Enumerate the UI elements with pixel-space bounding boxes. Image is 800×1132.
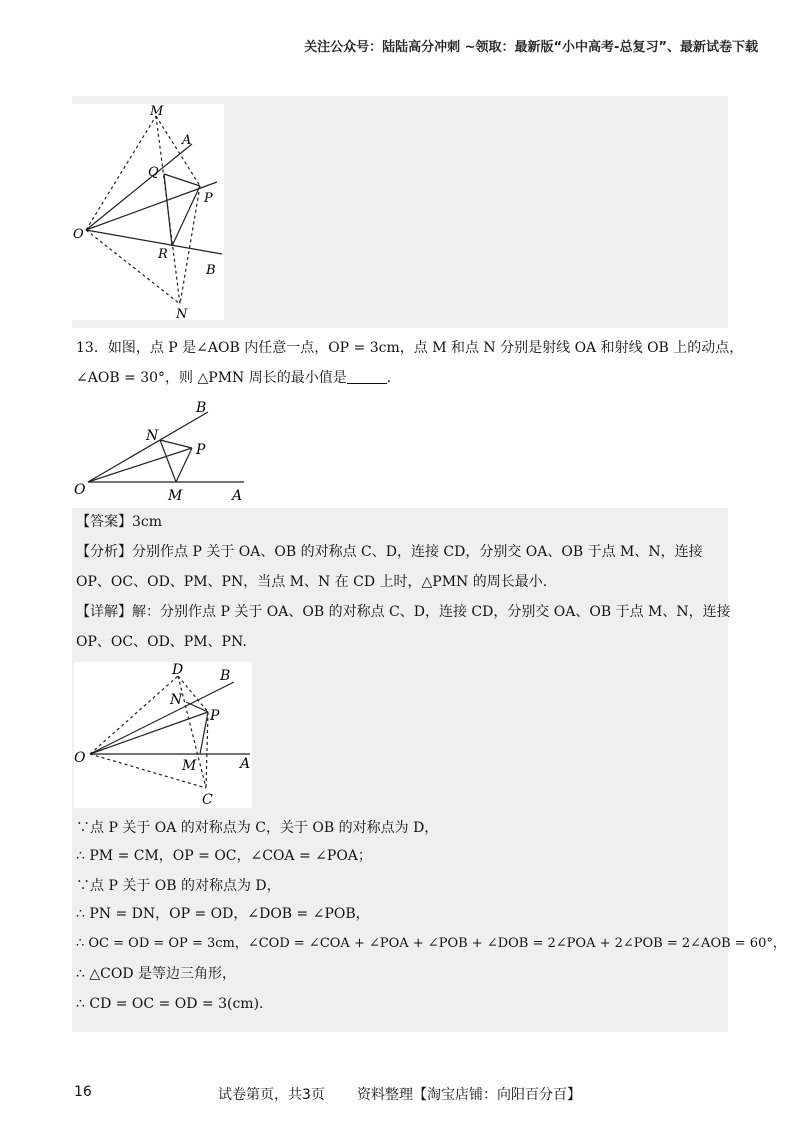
problem-line-2	[76, 368, 391, 388]
label-N: N	[170, 692, 183, 708]
label-B: B	[196, 400, 207, 416]
answer-value: 3cm	[132, 514, 163, 530]
analysis-line-2: OP、OC、OD、PM、PN，当点 M、N 在 CD 上时，△PMN 的周长最小.	[76, 574, 548, 590]
segment-OP	[90, 712, 208, 754]
ray-OB	[86, 230, 222, 254]
label-O: O	[74, 482, 86, 498]
detail-text-1: 解：分别作点 P 关于 OA、OB 的对称点 C、D，连接 CD，分别交 OA、OB 于点 M、N，连接	[132, 604, 731, 620]
problem-figure-svg	[72, 396, 252, 504]
answer-blank	[347, 369, 387, 384]
label-N: N	[146, 428, 159, 444]
answer-line	[76, 512, 162, 532]
segment-PN	[180, 186, 200, 304]
problem-line-1: 13．如图，点 P 是∠AOB 内任意一点，OP = 3cm，点 M 和点 N 分别是射线 OA 和射线 OB 上的动点，	[76, 340, 744, 356]
proof-line-6: ∴ △COD 是等边三角形，	[76, 966, 236, 982]
ray-OA	[86, 144, 192, 230]
footer-source: 资料整理【淘宝店铺：向阳百分百】	[357, 1087, 581, 1103]
segment-PM	[200, 712, 208, 754]
detail-line-1	[76, 602, 731, 622]
label-B: B	[206, 263, 216, 278]
page-header: 关注公众号：陆陆高分冲刺 ~领取：最新版“小中高考-总复习”、最新试卷下载	[304, 40, 758, 55]
segment-PR	[172, 186, 200, 246]
label-R: R	[158, 247, 168, 262]
segment-OP	[88, 448, 192, 482]
analysis-text-1: 分别作点 P 关于 OA、OB 的对称点 C、D，连接 CD，分别交 OA、OB 于点 M、N，连接	[132, 544, 703, 560]
problem-figure	[72, 396, 252, 504]
detail-line-2: OP、OC、OD、PM、PN.	[76, 634, 247, 650]
label-A: A	[182, 133, 192, 148]
top-figure-block	[72, 96, 728, 328]
problem-line-2-end: .	[386, 370, 392, 386]
label-M: M	[182, 758, 197, 774]
page-number: 16	[74, 1084, 92, 1100]
label-M: M	[150, 104, 164, 119]
label-C: C	[202, 792, 213, 808]
proof-line-2: ∴ PM = CM，OP = OC，∠COA = ∠POA；	[76, 848, 372, 864]
proof-line-1: ∵点 P 关于 OA 的对称点为 C，关于 OB 的对称点为 D，	[76, 820, 439, 836]
label-M: M	[168, 488, 183, 504]
proof-line-3: ∵点 P 关于 OB 的对称点为 D，	[76, 878, 281, 894]
analysis-label: 【分析】	[76, 544, 132, 560]
detail-label: 【详解】	[76, 604, 132, 620]
segment-NM	[160, 440, 176, 482]
proof-line-7: ∴ CD = OC = OD = 3(cm).	[76, 996, 264, 1012]
segment-OM	[86, 116, 156, 230]
top-figure-svg	[72, 104, 224, 320]
label-P: P	[196, 442, 206, 458]
segment-ON	[86, 230, 180, 304]
proof-line-5: ∴ OC = OD = OP = 3cm，∠COD = ∠COA + ∠POA + ∠POB + ∠DOB = 2∠POA + 2∠POB = 2∠AOB = 60°，	[76, 936, 786, 951]
proof-line-4: ∴ PN = DN，OP = OD，∠DOB = ∠POB，	[76, 906, 370, 922]
segment-PM	[176, 448, 192, 482]
top-figure	[72, 104, 224, 320]
label-O: O	[73, 227, 84, 242]
footer-page-info: 试卷第页，共3页	[218, 1087, 325, 1103]
analysis-line-1	[76, 542, 703, 562]
solution-figure-svg	[74, 662, 252, 808]
label-O: O	[74, 750, 86, 766]
answer-label: 【答案】	[76, 514, 132, 530]
label-P: P	[204, 191, 213, 206]
segment-NP	[186, 702, 208, 712]
segment-OD	[90, 676, 178, 754]
segment-MP	[156, 116, 200, 186]
label-B: B	[220, 668, 231, 684]
label-N: N	[176, 307, 188, 320]
segment-QP	[164, 174, 200, 186]
segment-NP	[160, 440, 192, 448]
label-P: P	[210, 708, 220, 724]
solution-figure	[74, 662, 252, 808]
problem-line-2-text: ∠AOB = 30°，则 △PMN 周长的最小值是	[76, 370, 347, 386]
label-Q: Q	[148, 165, 159, 180]
label-D: D	[172, 662, 184, 678]
label-A: A	[240, 756, 251, 772]
segment-OP	[86, 182, 217, 230]
label-A: A	[232, 488, 243, 504]
